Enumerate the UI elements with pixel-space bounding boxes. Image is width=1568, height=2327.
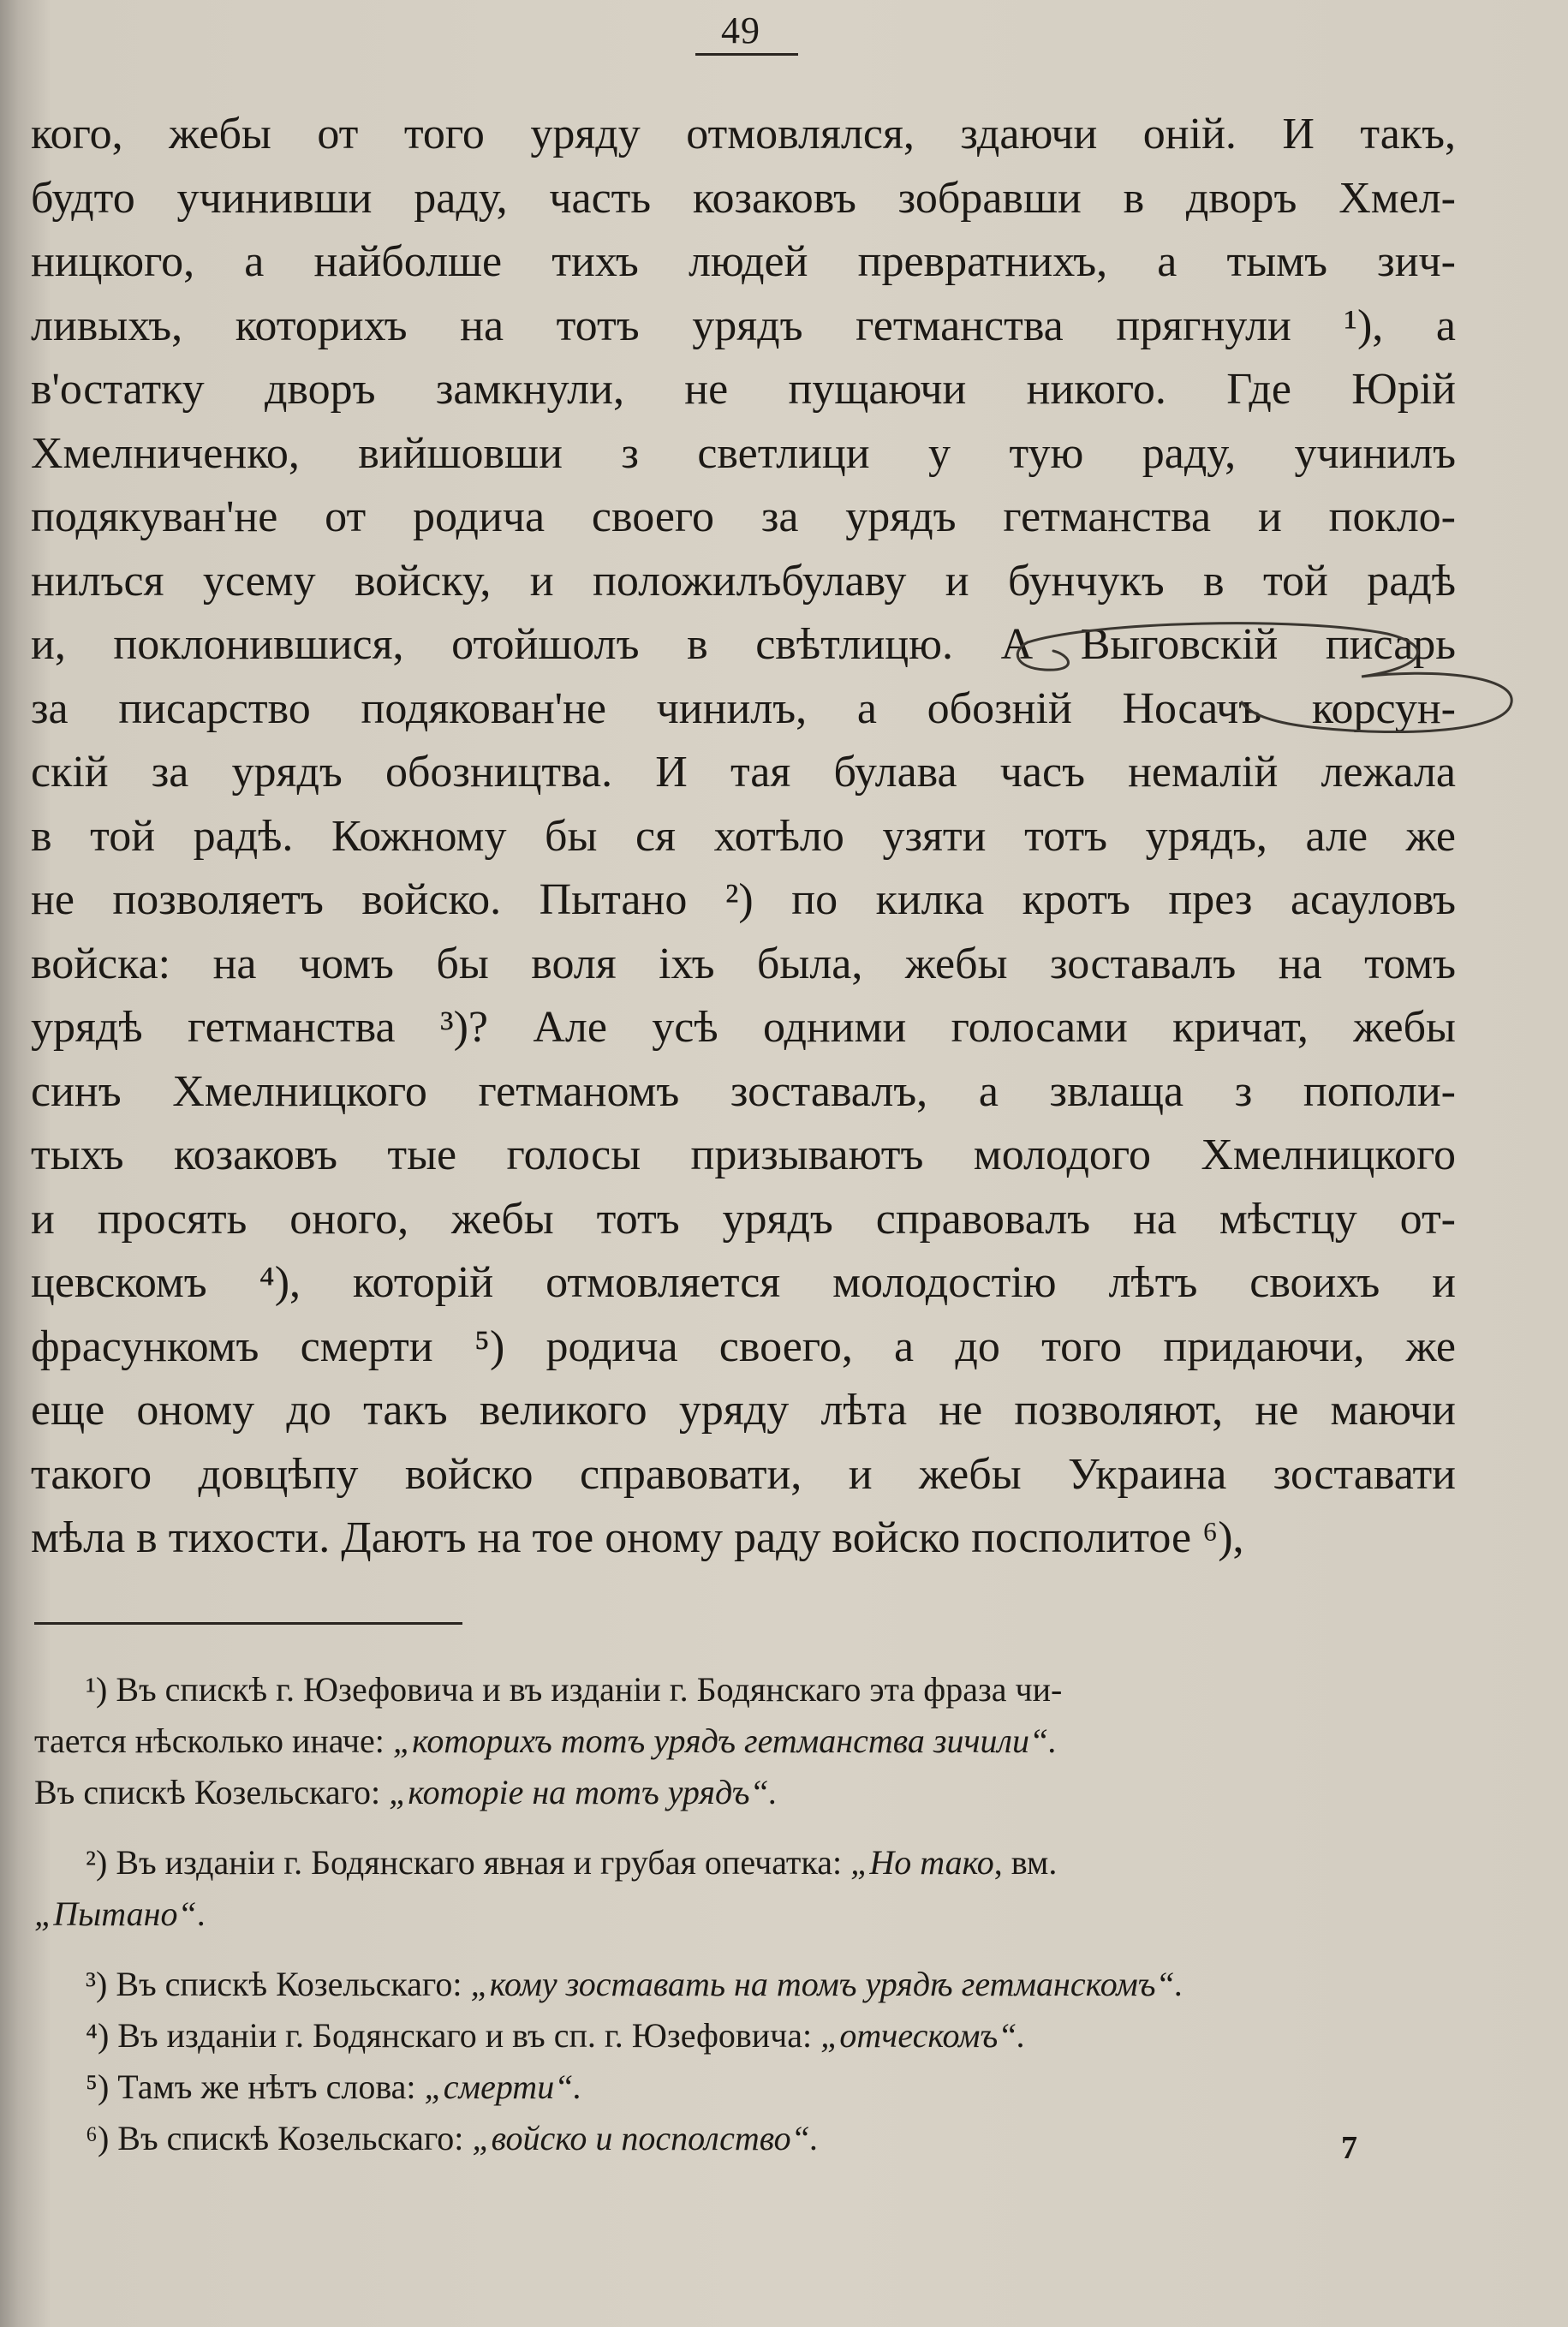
main-text: [31, 103, 1456, 1571]
text-line: мѣла в тихости. Даютъ на тое оному раду войско посполитое ⁶),: [31, 1513, 1244, 1562]
text-line: такого довцѣпу войско справовати, и жебы Украина зоставати: [31, 1449, 1456, 1499]
page-number-underline: [695, 53, 798, 56]
text-line: в той радѣ. Кожному бы ся хотѣло узяти тотъ урядъ, але же: [31, 811, 1456, 861]
footnote-1-line: тается нѣсколько иначе: „которихъ тотъ урядъ гетманства зичили“.: [34, 1721, 1058, 1760]
text-line: ливыхъ, которихъ на тотъ урядъ гетманства прягнули ¹), а: [31, 301, 1456, 350]
signature-mark: 7: [1341, 2130, 1357, 2166]
text-line: кого, жебы от того уряду отмовлялся, здаючи оній. И такъ,: [31, 110, 1456, 158]
pencil-loop: [1017, 624, 1511, 732]
footnote-1: ¹) Въ спискѣ г. Юзефовича и въ изданіи г. Бодянскаго эта фраза чи-: [86, 1670, 1063, 1709]
text-line: в'остатку дворъ замкнули, не пущаючи никого. Где Юрій: [31, 365, 1456, 414]
text-line: за писарство подякован'не чинилъ, а обозній Носачъ корсун-: [31, 683, 1456, 733]
text-line: скій за урядъ обозництва. И тая булава часъ немалій лежала: [31, 748, 1456, 797]
footnote-1-line: Въ спискѣ Козельскаго: „которіе на тотъ урядъ“.: [34, 1773, 778, 1811]
text-line: и, поклонившися, отойшолъ в свѣтлицю. А Выговскій писарь: [31, 620, 1456, 669]
text-line: ницкого, а найболше тихъ людей превратнихъ, а тымъ зич-: [31, 237, 1456, 286]
footnote-4: ⁴) Въ изданіи г. Бодянскаго и въ сп. г. Юзефовича: „отческомъ“.: [86, 2016, 1026, 2055]
text-line: фрасункомъ смерти ⁵) родича своего, а до того придаючи, же: [31, 1322, 1456, 1371]
text-line: цевскомъ ⁴), которій отмовляется молодостію лѣтъ своихъ и: [31, 1258, 1456, 1307]
footnote-5: ⁵) Тамъ же нѣтъ слова: „смерти“.: [86, 2067, 582, 2106]
text-line: будто учинивши раду, часть козаковъ зобравши в дворъ Хмел-: [31, 173, 1456, 223]
footnotes: [34, 1664, 1460, 2164]
text-line: урядѣ гетманства ³)? Але усѣ одними голосами кричат, жебы: [31, 1003, 1456, 1052]
text-line: еще оному до такъ великого уряду лѣта не позволяют, не маючи: [31, 1386, 1456, 1435]
text-line: Хмелниченко, вийшовши з светлици у тую раду, учинилъ: [31, 428, 1456, 478]
footnote-3: ³) Въ спискѣ Козельскаго: „кому зоставать на томъ урядѣ гетманскомъ“.: [86, 1965, 1183, 2003]
text-line: подякуван'не от родича своего за урядъ гетманства и покло-: [31, 492, 1456, 541]
text-line: не позволяетъ войско. Пытано ²) по килка кротъ през асауловъ: [31, 875, 1456, 924]
pencil-annotation: [993, 617, 1524, 745]
footnote-6: ⁶) Въ спискѣ Козельскаго: „войско и посполство“.: [86, 2119, 819, 2157]
text-line: войска: на чомъ бы воля іхъ была, жебы зоставалъ на томъ: [31, 939, 1456, 988]
footnote-separator: [34, 1622, 462, 1625]
page-number: 49: [721, 9, 760, 51]
text-line: тыхъ козаковъ тые голосы призываютъ молодого Хмелницкого: [31, 1131, 1456, 1179]
text-line: нилъся усему войску, и положилъбулаву и бунчукъ в той радѣ: [31, 556, 1456, 606]
footnote-2-line: „Пытано“.: [34, 1894, 206, 1933]
footnote-2: ²) Въ изданіи г. Бодянскаго явная и грубая опечатка: „Но тако, вм.: [86, 1843, 1058, 1882]
text-line: и просять оного, жебы тотъ урядъ справовалъ на мѣстцу от-: [31, 1194, 1456, 1244]
text-line: синъ Хмелницкого гетманомъ зоставалъ, а звлаща з пополи-: [31, 1066, 1456, 1116]
